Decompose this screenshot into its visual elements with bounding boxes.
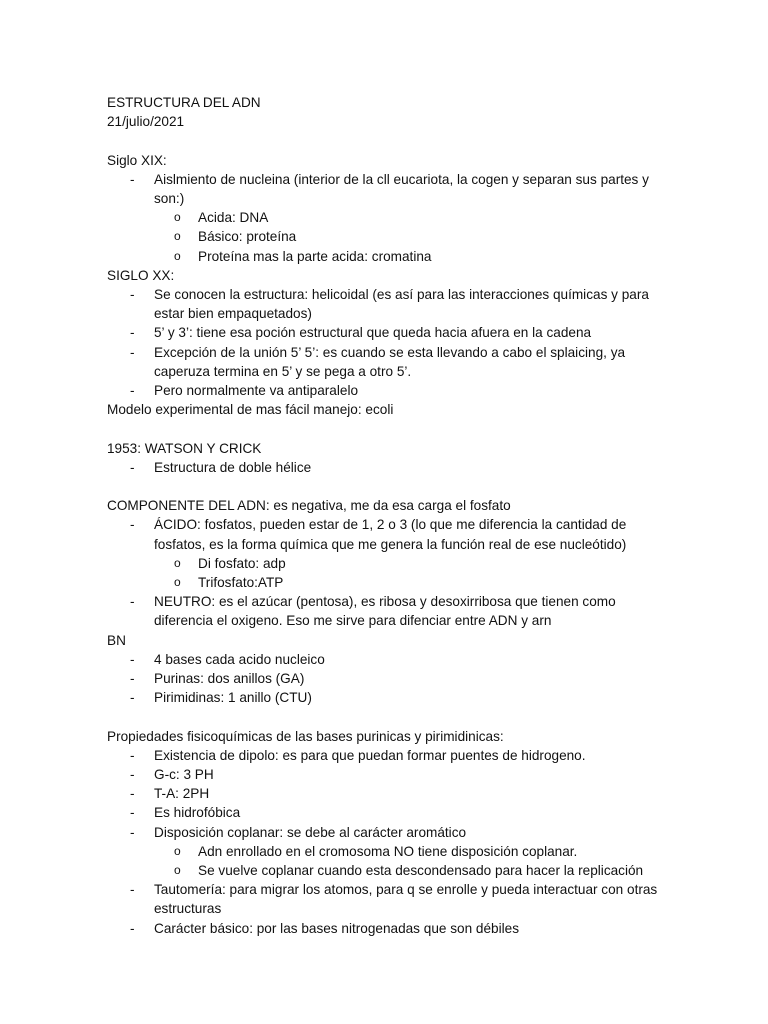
dash-marker: - bbox=[130, 767, 135, 783]
sub-list-item-text: Proteína mas la parte acida: cromatina bbox=[198, 248, 432, 264]
list-item bbox=[107, 650, 667, 669]
dash-marker: - bbox=[130, 517, 135, 533]
sub-list-item bbox=[107, 554, 667, 573]
dash-marker: - bbox=[130, 459, 135, 475]
dash-marker: - bbox=[130, 287, 135, 303]
bullet-marker: o bbox=[174, 210, 181, 225]
list-item bbox=[107, 170, 667, 208]
dash-marker: - bbox=[130, 671, 135, 687]
list-item-text: T-A: 2PH bbox=[154, 786, 210, 802]
dash-marker: - bbox=[130, 383, 135, 399]
list-item bbox=[107, 458, 667, 477]
list-item bbox=[107, 285, 667, 323]
section-heading: COMPONENTE DEL ADN: es negativa, me da esa carga el fosfato bbox=[107, 498, 511, 514]
blank-line bbox=[107, 131, 667, 150]
list-item bbox=[107, 919, 667, 938]
list-item-text: Es hidrofóbica bbox=[154, 805, 241, 821]
sub-list-item-text: Di fosfato: adp bbox=[198, 555, 286, 571]
list-item-text: Purinas: dos anillos (GA) bbox=[154, 671, 305, 687]
blank-line bbox=[107, 477, 667, 496]
list-item-text: ÁCIDO: fosfatos, pueden estar de 1, 2 o 3 (lo que me diferencia la cantidad de fosfatos, es la forma química que me genera la función real de ese nucleótido) bbox=[154, 517, 627, 552]
list-item bbox=[107, 880, 667, 918]
list-item-text: Estructura de doble hélice bbox=[154, 459, 312, 475]
section-heading: BN bbox=[107, 632, 126, 648]
list-item bbox=[107, 323, 667, 342]
list-item bbox=[107, 784, 667, 803]
list-item-text: 5’ y 3’: tiene esa poción estructural que queda hacia afuera en la cadena bbox=[154, 325, 592, 341]
list-item-text: Excepción de la unión 5’ 5’: es cuando se esta llevando a cabo el splaicing, ya caperuza termina en 5’ y se pega a otro 5’. bbox=[154, 344, 626, 379]
blank-line bbox=[107, 707, 667, 726]
list-item-text: 4 bases cada acido nucleico bbox=[154, 651, 325, 667]
dash-marker: - bbox=[130, 325, 135, 341]
list-item bbox=[107, 381, 667, 400]
bullet-marker: o bbox=[174, 843, 181, 858]
list-item bbox=[107, 688, 667, 707]
list-item bbox=[107, 669, 667, 688]
sub-list-item bbox=[107, 842, 667, 861]
dash-marker: - bbox=[130, 651, 135, 667]
list-item bbox=[107, 515, 667, 553]
list-item bbox=[107, 746, 667, 765]
list-item bbox=[107, 343, 667, 381]
bullet-marker: o bbox=[174, 555, 181, 570]
dash-marker: - bbox=[130, 690, 135, 706]
sub-list-item bbox=[107, 573, 667, 592]
document-title: ESTRUCTURA DEL ADN bbox=[107, 95, 261, 110]
list-item-text: Pero normalmente va antiparalelo bbox=[154, 383, 359, 399]
sub-list-item bbox=[107, 861, 667, 880]
list-item-text: Pirimidinas: 1 anillo (CTU) bbox=[154, 690, 312, 706]
list-item-text: NEUTRO: es el azúcar (pentosa), es ribosa y desoxirribosa que tienen como diferencia el oxigeno. Eso me sirve para difenciar entre ADN y arn bbox=[154, 594, 616, 629]
list-item bbox=[107, 803, 667, 822]
sub-list-item-text: Trifosfato:ATP bbox=[198, 575, 284, 591]
dash-marker: - bbox=[130, 882, 135, 898]
section-heading: Siglo XIX: bbox=[107, 152, 167, 168]
document-body bbox=[107, 93, 667, 938]
dash-marker: - bbox=[130, 747, 135, 763]
section-heading: 1953: WATSON Y CRICK bbox=[107, 440, 262, 456]
bullet-marker: o bbox=[174, 863, 181, 878]
dash-marker: - bbox=[130, 344, 135, 360]
dash-marker: - bbox=[130, 920, 135, 936]
list-item-text: Carácter básico: por las bases nitrogenadas que son débiles bbox=[154, 920, 519, 936]
paragraph-line: Modelo experimental de mas fácil manejo: ecoli bbox=[107, 402, 394, 418]
dash-marker: - bbox=[130, 786, 135, 802]
dash-marker: - bbox=[130, 171, 135, 187]
list-item bbox=[107, 765, 667, 784]
dash-marker: - bbox=[130, 594, 135, 610]
sub-list-item bbox=[107, 247, 667, 266]
list-item-text: Se conocen la estructura: helicoidal (es así para las interacciones químicas y para estar bien empaquetados) bbox=[154, 287, 649, 322]
sub-list-item bbox=[107, 227, 667, 246]
sub-list-item-text: Acida: DNA bbox=[198, 210, 269, 226]
sub-list-item-text: Se vuelve coplanar cuando esta descondensado para hacer la replicación bbox=[198, 863, 644, 879]
list-item bbox=[107, 592, 667, 630]
sub-list-item-text: Básico: proteína bbox=[198, 229, 297, 245]
dash-marker: - bbox=[130, 824, 135, 840]
list-item-text: Aislmiento de nucleina (interior de la cll eucariota, la cogen y separan sus partes y son:) bbox=[154, 171, 649, 206]
list-item-text: Existencia de dipolo: es para que puedan formar puentes de hidrogeno. bbox=[154, 747, 586, 763]
bullet-marker: o bbox=[174, 229, 181, 244]
document-date: 21/julio/2021 bbox=[107, 114, 185, 130]
dash-marker: - bbox=[130, 805, 135, 821]
blank-line bbox=[107, 419, 667, 438]
sub-list-item bbox=[107, 208, 667, 227]
list-item-text: Disposición coplanar: se debe al carácter aromático bbox=[154, 824, 467, 840]
list-item-text: Tautomería: para migrar los atomos, para q se enrolle y pueda interactuar con otras estructuras bbox=[154, 882, 658, 917]
section-heading: Propiedades fisicoquímicas de las bases purinicas y pirimidinicas: bbox=[107, 728, 504, 744]
list-item bbox=[107, 823, 667, 842]
bullet-marker: o bbox=[174, 248, 181, 263]
sub-list-item-text: Adn enrollado en el cromosoma NO tiene disposición coplanar. bbox=[198, 843, 578, 859]
section-heading: SIGLO XX: bbox=[107, 267, 175, 283]
bullet-marker: o bbox=[174, 575, 181, 590]
list-item-text: G-c: 3 PH bbox=[154, 767, 214, 783]
